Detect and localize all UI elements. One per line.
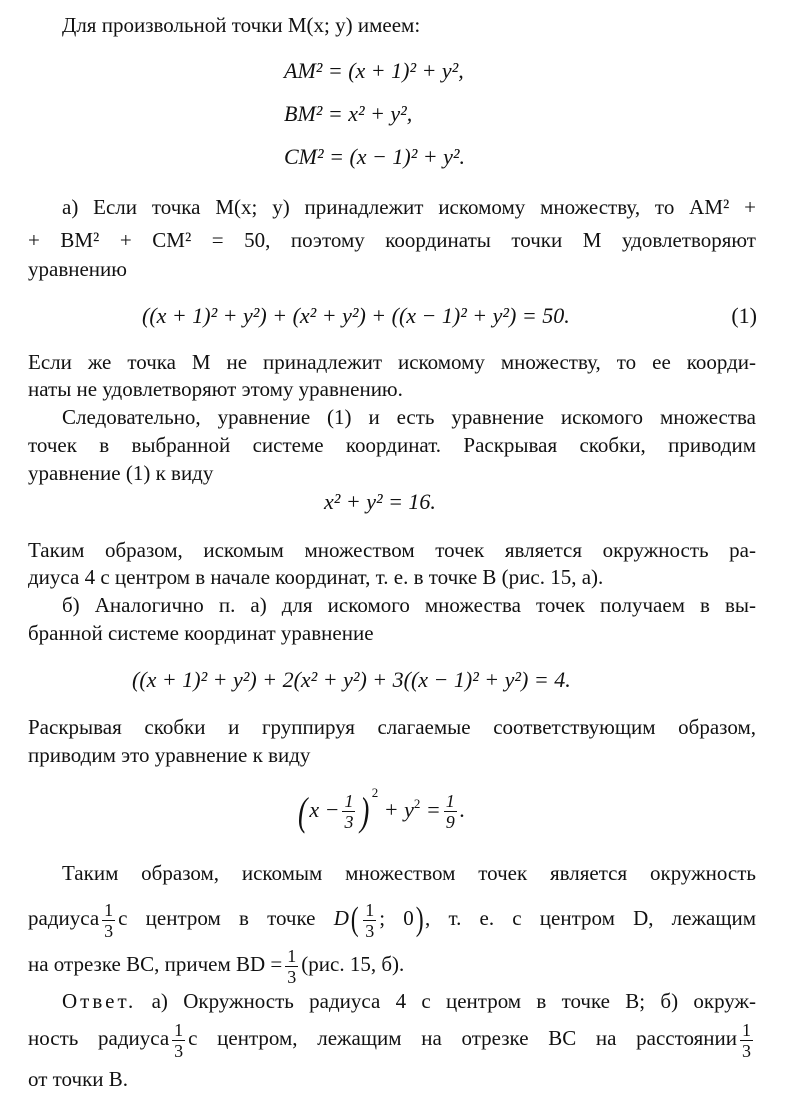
equation-circle-16: x² + y² = 16. [324,489,436,514]
paragraph-a-line2: + BM² + CM² = 50, поэтому координаты точки M удовлетворяют [28,228,756,252]
equation-bm: BM² = x² + y², [284,101,413,126]
answer-line3: от точки B. [28,1067,129,1091]
fraction-answer-distance: $\frac{1}{3}$ [742,1019,751,1061]
paragraph-result-a-line2: диуса 4 с центром в начале координат, т. е. в точке B (рис. 15, а). [28,565,604,589]
paragraph-b-line1: б) Аналогично п. а) для искомого множества точек получаем в вы- [62,593,756,617]
paragraph-not-line1: Если же точка M не принадлежит искомому множеству, то ее коорди- [28,350,756,374]
paragraph-b-line2: бранной системе координат уравнение [28,621,374,645]
paragraph-group-line1: Раскрывая скобки и группируя слагаемые соответствующим образом, [28,715,756,739]
equation-b: ((x + 1)² + y²) + 2(x² + y²) + 3((x − 1)² + y²) = 4. [132,667,571,692]
fraction-one-third: $\frac{1}{3}$ [344,791,354,833]
paragraph-a-line3: уравнению [28,257,127,281]
fraction-radius: $\frac{1}{3}$ [104,899,114,941]
left-paren: ( [297,788,308,834]
paragraph-not-line2: наты не удовлетворяют этому уравнению. [28,377,403,401]
equation-am: AM² = (x + 1)² + y², [284,58,464,83]
paragraph-result-a-line1: Таким образом, искомым множеством точек является окружность ра- [28,538,756,562]
fraction-answer-radius: $\frac{1}{3}$ [174,1019,184,1061]
answer-line2: ность радиуса $\frac{1}{3}$ с центром, лежащим на отрезке BC на расстоянии $\frac{1}{3}$ [28,1019,751,1061]
point-d: D [333,906,349,930]
equation-number: (1) [731,303,757,328]
equation-cm: CM² = (x − 1)² + y². [284,144,466,169]
paragraph-hence-line3: уравнение (1) к виду [28,461,214,485]
answer-line1: Ответ. а) Окружность радиуса 4 с центром в точке B; б) окруж- [62,989,757,1013]
answer-label: Ответ. [62,989,137,1013]
paragraph-intro: Для произвольной точки M(x; y) имеем: [62,13,421,37]
fraction-point-d: $\frac{1}{3}$ [365,899,375,941]
paragraph-a-line1: а) Если точка M(x; y) принадлежит искомому множеству, то AM² + [62,195,756,219]
paragraph-result-b-line3: на отрезке BC, причем BD = $\frac{1}{3}$ (рис. 15, б). [28,945,405,987]
paragraph-hence-line2: точек в выбранной системе координат. Раскрывая скобки, приводим [28,433,756,457]
paragraph-result-b-line2: радиуса $\frac{1}{3}$ с центром в точке D( $\frac{1}{3}$ ; 0), т. е. с центром D, лежащим [28,899,757,941]
paragraph-group-line2: приводим это уравнение к виду [28,743,311,767]
equation-1: ((x + 1)² + y²) + (x² + y²) + ((x − 1)² + y²) = 50. [142,303,570,328]
equation-circle-third: (x − $\frac{1}{3}$ ) $^2 + y^2$ = $\frac{1}{9}$ . [297,785,466,834]
fraction-bd: $\frac{1}{3}$ [287,945,297,987]
right-paren: ) [360,788,370,834]
fraction-one-ninth: $\frac{1}{9}$ [445,791,455,833]
paragraph-result-b-line1: Таким образом, искомым множеством точек является окружность [62,861,756,885]
paragraph-hence-line1: Следовательно, уравнение (1) и есть уравнение искомого множества [62,405,756,429]
